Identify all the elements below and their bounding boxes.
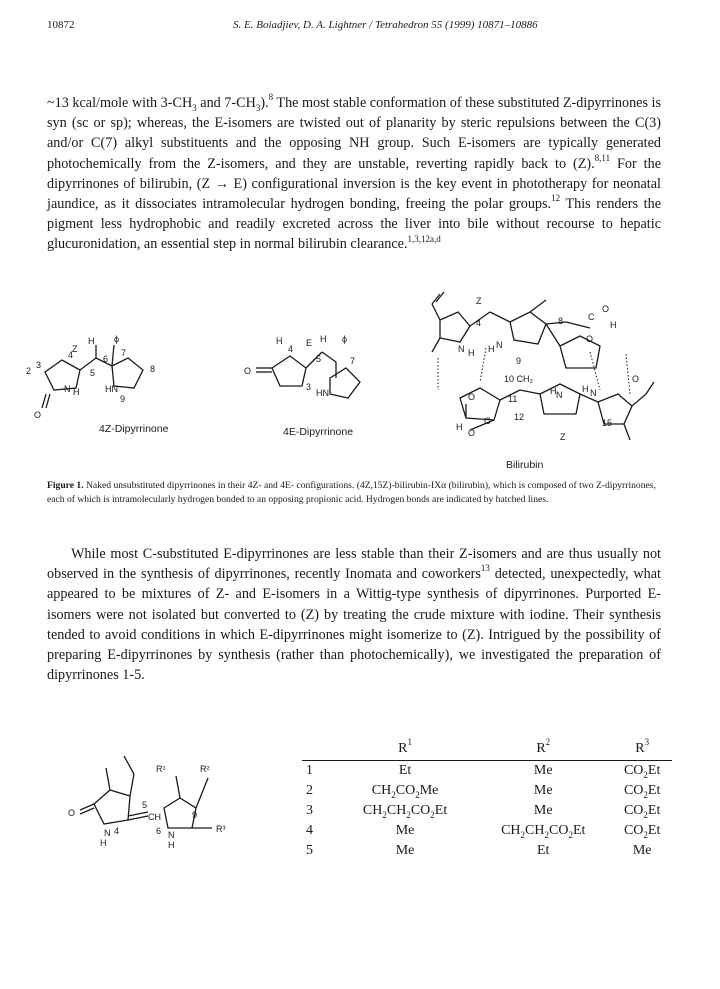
svg-text:N: N (590, 388, 597, 398)
r3-cell: Me (632, 843, 652, 858)
r2-cell: $CH_2CH_2CO_2Et$ (501, 823, 586, 840)
svg-text:O: O (468, 428, 476, 438)
svg-text:R³: R³ (216, 824, 226, 834)
svg-text:E: E (306, 338, 313, 348)
svg-text:O: O (68, 808, 76, 818)
svg-text:H: H (488, 344, 495, 354)
svg-text:7: 7 (350, 356, 356, 366)
svg-text:N: N (458, 344, 465, 354)
svg-text:O: O (586, 334, 594, 344)
svg-text:9: 9 (192, 810, 198, 820)
svg-text:O: O (602, 304, 610, 314)
svg-text:N: N (64, 384, 71, 394)
r1-cell: Et (398, 763, 412, 778)
table-row (302, 781, 672, 801)
compound-number: 1 (306, 763, 313, 778)
svg-text:HN: HN (316, 388, 329, 398)
reference-superscript: 13 (480, 563, 490, 574)
caption-label: Figure 1. (47, 480, 84, 491)
svg-text:2: 2 (26, 366, 32, 376)
r3-cell: $CO_2Et$ (623, 783, 661, 800)
svg-text:8: 8 (558, 316, 564, 326)
reference-superscript: 8 (268, 92, 274, 103)
compound-substituent-table (302, 737, 672, 861)
svg-text:10 CH₂: 10 CH₂ (504, 374, 534, 384)
text-span: This renders the pigment less hydrophobic and readily excreted across the liver into bile without recourse to hepatic glucuronidation, an essential step in normal bilirubin clearance. (47, 196, 662, 253)
compound-number: 2 (306, 783, 313, 798)
svg-text:ϕ: ϕ (342, 334, 348, 344)
r2-cell: Et (537, 843, 550, 858)
table-header-r1: $R^1$ (336, 741, 474, 761)
r2-cell: Me (533, 783, 553, 798)
svg-text:N: N (496, 340, 503, 350)
svg-text:9: 9 (516, 356, 522, 366)
svg-text:O: O (468, 392, 476, 402)
svg-text:3: 3 (306, 382, 312, 392)
svg-text:R²: R² (200, 764, 210, 774)
svg-text:4: 4 (476, 318, 482, 328)
svg-text:H: H (320, 334, 327, 344)
table-header-row (302, 741, 672, 761)
journal-citation: S. E. Boiadjiev, D. A. Lightner / Tetrahedron 55 (1999) 10871–10886 (233, 19, 538, 31)
table-row (302, 761, 672, 782)
body-paragraph-2 (47, 544, 661, 685)
svg-text:H: H (456, 422, 463, 432)
figure-1-caption (47, 479, 673, 507)
structure-4e-dipyrrinone (244, 334, 360, 398)
svg-text:HN: HN (105, 384, 118, 394)
svg-text:8: 8 (150, 364, 156, 374)
text-span: While most C-substituted E-dipyrrinones are less stable than their Z-isomers and are thus usually not observed in the synthesis of dipyrrinones, recently Inomata and coworkers (47, 546, 661, 583)
r1-cell: $CH_2CO_2Me$ (371, 783, 439, 800)
r3-cell: $CO_2Et$ (623, 803, 661, 820)
r1-cell: Me (395, 823, 415, 838)
label-bilirubin: Bilirubin (506, 459, 544, 471)
svg-text:4: 4 (288, 344, 294, 354)
svg-text:C: C (484, 416, 491, 426)
svg-text:5: 5 (90, 368, 96, 378)
label-4e-dipyrrinone: 4E-Dipyrrinone (283, 426, 354, 438)
table-row (302, 841, 672, 861)
compound-number: 3 (306, 803, 313, 818)
caption-text: Naked unsubstituted dipyrrinones in their 4Z- and 4E- configurations. (4Z,15Z)-bilirubin-IXα (bilirubin), which is composed of two Z-dipyrrinones, each of which is intramolecularly hydrogen bonded to an opposing propionic acid. Hydrogen bonds are indicated by hatched lines. (47, 480, 656, 505)
svg-text:H: H (550, 386, 557, 396)
table-header-r2: $R^2$ (474, 741, 612, 761)
r3-cell: $CO_2Et$ (623, 763, 661, 780)
svg-text:6: 6 (156, 826, 162, 836)
text-span: and 7-CH (196, 95, 256, 111)
svg-text:H: H (610, 320, 617, 330)
svg-text:O: O (632, 374, 640, 384)
r2-cell: Me (533, 763, 553, 778)
svg-text:15: 15 (602, 418, 613, 428)
svg-text:R¹: R¹ (156, 764, 166, 774)
svg-text:H: H (100, 838, 107, 848)
header-r2-superscript: 2 (545, 737, 551, 748)
reference-superscript: 8,11 (594, 152, 611, 163)
svg-text:5: 5 (316, 354, 322, 364)
svg-text:N: N (168, 830, 175, 840)
svg-text:H: H (73, 387, 80, 397)
header-r1-superscript: 1 (407, 737, 412, 748)
label-4z-dipyrrinone: 4Z-Dipyrrinone (99, 423, 169, 435)
dipyrrinone-1-5-structure (40, 742, 230, 862)
svg-text:5: 5 (142, 800, 148, 810)
reference-superscript: 1,3,12a,d (407, 233, 441, 244)
svg-text:H: H (468, 348, 475, 358)
svg-text:CH: CH (148, 812, 161, 822)
r1-cell: Me (395, 843, 415, 858)
text-span: ~13 kcal/mole with 3-CH (47, 95, 193, 111)
svg-text:Z: Z (560, 432, 566, 442)
svg-text:11: 11 (508, 394, 518, 404)
text-span: The most stable conformation of these substituted Z-dipyrrinones is syn (sc or sp); whereas, the E-isomers are twisted out of planarity by steric repulsions between the C(3) and/or C(7) alkyl substituents and the opposing NH group. Such E-isomers are typically generated photochemically from the Z-isomers, and they are unstable, reverting rapidly back to (Z). (47, 95, 662, 172)
svg-text:6: 6 (103, 354, 109, 364)
svg-text:ϕ: ϕ (114, 334, 120, 344)
header-r3-superscript: 3 (644, 737, 650, 748)
r3-cell: $CO_2Et$ (623, 823, 661, 840)
svg-text:O: O (34, 410, 42, 420)
svg-text:Z: Z (476, 296, 482, 306)
svg-text:4: 4 (68, 350, 74, 360)
svg-text:H: H (168, 840, 175, 850)
svg-text:H: H (582, 384, 589, 394)
body-paragraph-1: ~13 kcal/mole with $3-CH_3$ and $7-CH_3).^8$ The most stable conformation of these substituted Z-dipyrrinones is syn (sc or sp); whereas, the E-isomers are twisted out of planarity by steric repulsions between the C(3) and/or C(7) alkyl substituents and the opposing NH group. Such E-isomers are typically generated photochemically from the Z-isomers, and they are unstable, reverting rapidly back to (Z).$^{8,11}$ For the dipyrrinones of bilirubin, (Z → E) configurational inversion is the key event in phototherapy for neonatal jaundice, as it dissociates intramolecular hydrogen bonding, freeing the polar groups.$^{12}$ This renders the pigment less hydrophobic and readily excreted across the liver into bile without recourse to hepatic glucuronidation, an essential step in normal bilirubin clearance.$^{1,3,12a,d}$ (47, 92, 662, 253)
compound-number: 5 (306, 843, 313, 858)
r1-cell: $CH_2CH_2CO_2Et$ (362, 803, 448, 820)
svg-text:H: H (276, 336, 283, 346)
text-span: detected, unexpectedly, what appeared to be mixtures of Z- and E-isomers in a Wittig-type synthesis of dipyrrinones. Purported E-isomers were not isolated but converted to (Z) by treating the crude mixture with iodine. Their synthesis tended to avoid conditions in which E-dipyrrinones might isomerize to (Z). Intrigued by the possibility of preparing E-dipyrrinones by synthesis (rather than photochemically), we investigated the preparation of dipyrrinones 1-5. (47, 566, 661, 684)
reference-superscript: 12 (551, 193, 561, 204)
svg-text:H: H (88, 336, 95, 346)
structure-4z-dipyrrinone (26, 334, 155, 420)
table-header-number (302, 741, 336, 761)
svg-text:Z: Z (72, 344, 78, 354)
r2-cell: Me (533, 803, 553, 818)
page-number: 10872 (47, 19, 75, 31)
structure-bilirubin (432, 292, 654, 442)
compound-number: 4 (306, 823, 313, 838)
table-row (302, 821, 672, 841)
text-span: For the dipyrrinones of bilirubin, (Z → E) configurational inversion is the key event in phototherapy for neonatal jaundice, as it dissociates intramolecular hydrogen bonding, freeing the polar groups. (47, 155, 662, 213)
svg-text:N: N (556, 390, 563, 400)
svg-text:O: O (244, 366, 252, 376)
svg-text:4: 4 (114, 826, 120, 836)
svg-text:7: 7 (121, 348, 127, 358)
table-row (302, 801, 672, 821)
svg-text:9: 9 (120, 394, 126, 404)
svg-text:N: N (104, 828, 111, 838)
table-header-r3: $R^3$ (612, 741, 672, 761)
svg-text:C: C (588, 312, 595, 322)
svg-text:3: 3 (36, 360, 42, 370)
figure-1-structures (0, 290, 720, 480)
svg-text:12: 12 (514, 412, 525, 422)
text-span: ). (260, 95, 269, 111)
